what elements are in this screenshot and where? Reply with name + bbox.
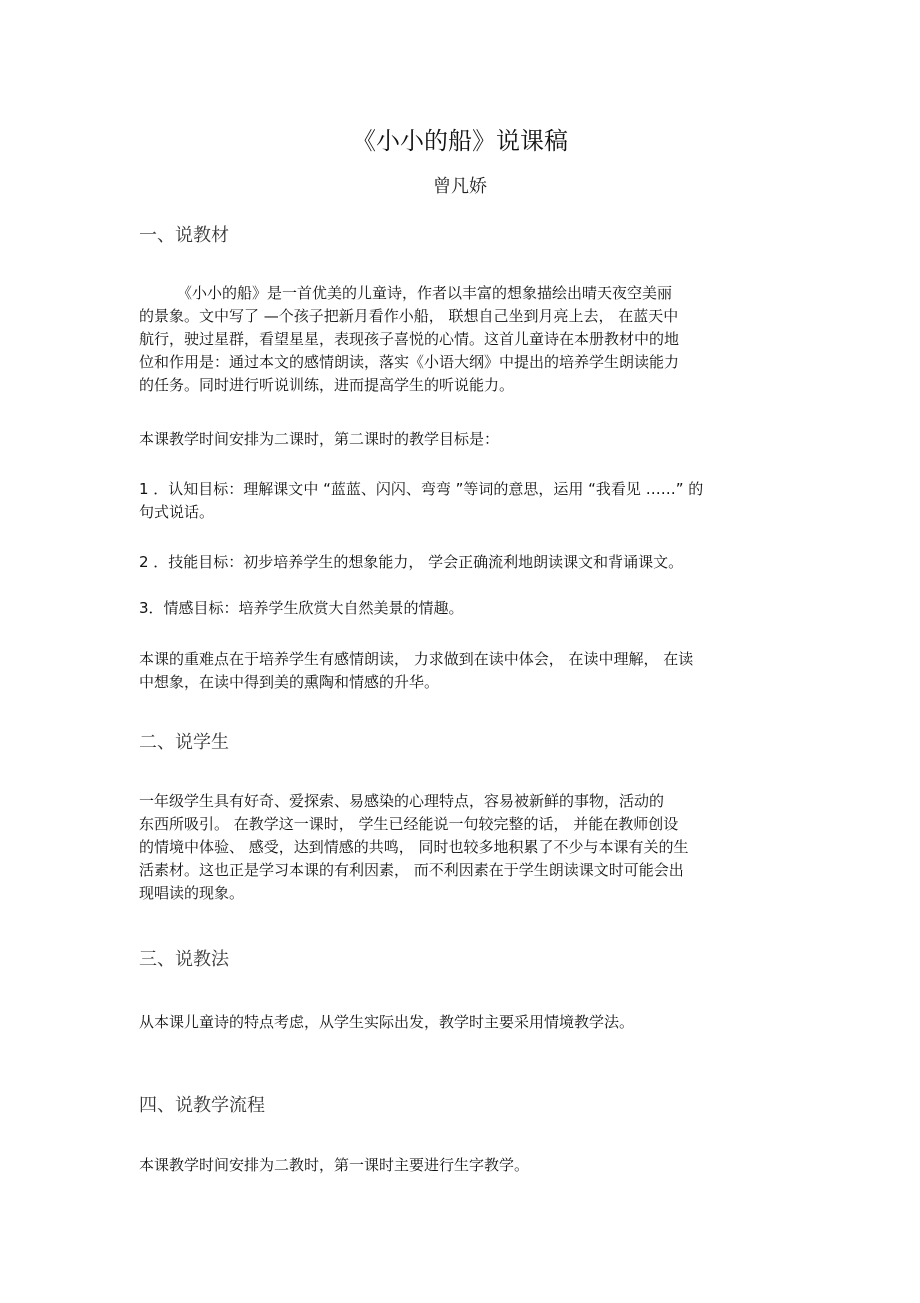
text-line: 《小小的船》是一首优美的儿童诗，作者以丰富的想象描绘出晴天夜空美丽 [177, 284, 673, 302]
text-line: 本课教学时间安排为二课时，第二课时的教学目标是： [139, 430, 500, 448]
document-author: 曾凡娇 [433, 176, 487, 197]
text-line: 活素材。这也正是学习本课的有利因素， 而不利因素在于学生朗读课文时可能会出 [139, 861, 684, 879]
document-title: 《小小的船》说课稿 [352, 127, 568, 155]
text-line: 1 ．认知目标：理解课文中 “蓝蓝、闪闪、弯弯 ”等词的意思，运用 “我看见 ……” 的 [139, 480, 704, 498]
text-line: 的任务。同时进行听说训练，进而提高学生的听说能力。 [139, 376, 515, 394]
text-line: 航行，驶过星群，看望星星，表现孩子喜悦的心情。这首儿童诗在本册教材中的地 [139, 330, 680, 348]
paragraph-goal-emotion [139, 597, 779, 620]
text-line: 句式说话。 [139, 503, 215, 521]
section-heading-textbook: 一、说教材 [139, 225, 229, 246]
paragraph-students [139, 790, 779, 905]
paragraph-textbook-intro [139, 282, 779, 397]
text-line: 3．情感目标：培养学生欣赏大自然美景的情趣。 [139, 599, 464, 617]
text-line: 现唱读的现象。 [139, 884, 245, 902]
paragraph-goal-skill [139, 551, 779, 574]
section-heading-students: 二、说学生 [139, 732, 229, 753]
paragraph-lesson-schedule [139, 428, 779, 451]
paragraph-goal-cognitive [139, 478, 779, 524]
text-line: 本课的重难点在于培养学生有感情朗读， 力求做到在读中体会， 在读中理解， 在读 [139, 650, 694, 668]
section-heading-methods: 三、说教法 [139, 949, 229, 970]
paragraph-process [139, 1154, 779, 1177]
text-line: 本课教学时间安排为二教时，第一课时主要进行生字教学。 [139, 1156, 530, 1174]
text-line: 的情境中体验、 感受，达到情感的共鸣， 同时也较多地积累了不少与本课有关的生 [139, 838, 689, 856]
text-line: 中想象，在读中得到美的熏陶和情感的升华。 [139, 673, 440, 691]
text-line: 位和作用是：通过本文的感情朗读，落实《小语大纲》中提出的培养学生朗读能力 [139, 353, 680, 371]
text-line: 从本课儿童诗的特点考虑，从学生实际出发，教学时主要采用情境教学法。 [139, 1013, 635, 1031]
text-line: 一年级学生具有好奇、爱探索、易感染的心理特点，容易被新鲜的事物，活动的 [139, 792, 665, 810]
text-line: 2 ．技能目标：初步培养学生的想象能力， 学会正确流利地朗读课文和背诵课文。 [139, 553, 684, 571]
paragraph-key-points [139, 648, 779, 694]
section-heading-process: 四、说教学流程 [139, 1095, 265, 1116]
paragraph-methods [139, 1011, 779, 1034]
text-line: 的景象。文中写了 —个孩子把新月看作小船， 联想自己坐到月亮上去， 在蓝天中 [139, 307, 679, 325]
text-line: 东西所吸引。 在教学这一课时， 学生已经能说一句较完整的话， 并能在教师创设 [139, 815, 679, 833]
